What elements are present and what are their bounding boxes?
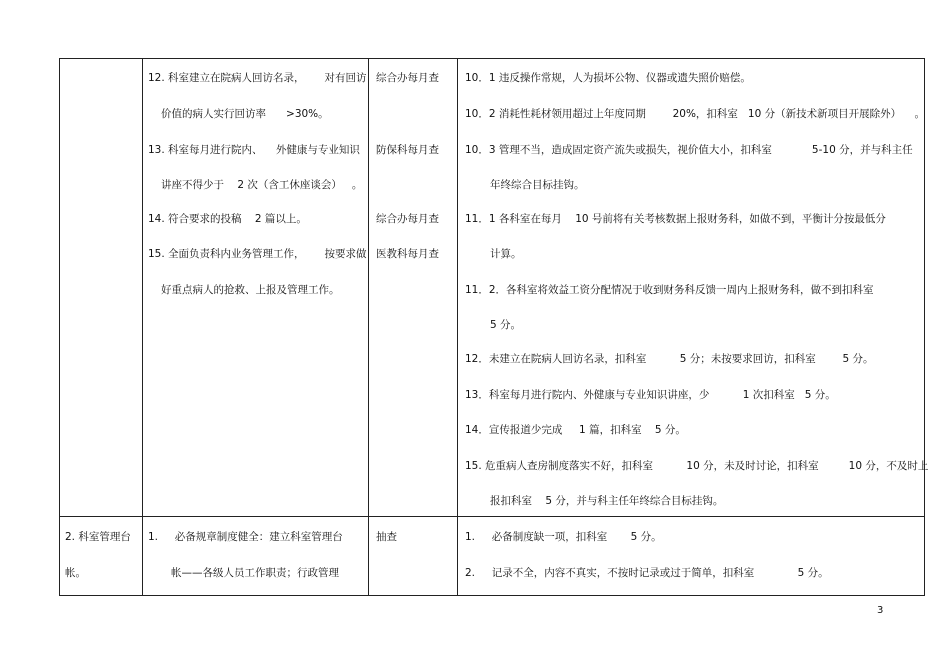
standard-line: 好重点病人的抢救、上报及管理工作。 (161, 284, 340, 296)
scoring-line: 2. 记录不全，内容不真实，不按时记录或过于简单，扣科室 5 分。 (465, 567, 829, 579)
scoring-line: 11．1 各科室在每月 10 号前将有关考核数据上报财务科，如做不到，平衡计分按最低分 (465, 213, 886, 225)
table-border-bottom (59, 595, 925, 596)
scoring-line: 10．2 消耗性耗材领用超过上年度同期 20%，扣科室 10 分（新技术新项目开展除外） 。 (465, 108, 925, 120)
table-border-right (924, 58, 925, 595)
scoring-line: 13．科室每月进行院内、外健康与专业知识讲座，少 1 次扣科室 5 分。 (465, 389, 836, 401)
method-line: 防保科每月查 (376, 144, 439, 156)
scoring-line: 10．3 管理不当，造成固定资产流失或损失，视价值大小，扣科室 5-10 分，并与科主任 (465, 144, 913, 156)
method-line: 医教科每月查 (376, 248, 439, 260)
standard-line: 讲座不得少于 2 次（含工休座谈会） 。 (161, 179, 363, 191)
standard-line: 价值的病人实行回访率 >30%。 (161, 108, 329, 120)
column-divider-3 (457, 58, 458, 595)
standard-line: 帐——各级人员工作职责；行政管理 (171, 567, 339, 579)
standard-line: 1. 必备规章制度健全：建立科室管理台 (148, 531, 343, 543)
row-divider (59, 516, 925, 517)
item-line: 2. 科室管理台 (65, 531, 131, 543)
scoring-line: 10．1 违反操作常规，人为损坏公物、仪器或遗失照价赔偿。 (465, 72, 751, 84)
standard-line: 14. 符合要求的投稿 2 篇以上。 (148, 213, 307, 225)
column-divider-1 (142, 58, 143, 595)
scoring-line: 12．未建立在院病人回访名录，扣科室 5 分；未按要求回访，扣科室 5 分。 (465, 353, 874, 365)
method-line: 综合办每月查 (376, 72, 439, 84)
scoring-line: 15. 危重病人查房制度落实不好，扣科室 10 分，未及时讨论，扣科室 10 分，不及时上 (465, 460, 929, 472)
scoring-line: 计算。 (490, 248, 522, 260)
scoring-line: 11．2．各科室将效益工资分配情况于收到财务科反馈一周内上报财务科，做不到扣科室 (465, 284, 874, 296)
scoring-line: 年终综合目标挂钩。 (490, 179, 585, 191)
column-divider-2 (368, 58, 369, 595)
standard-line: 15. 全面负责科内业务管理工作， 按要求做 (148, 248, 367, 260)
item-line: 帐。 (65, 567, 86, 579)
page-number: 3 (877, 605, 884, 616)
table-border-left (59, 58, 60, 595)
scoring-line: 14．宣传报道少完成 1 篇，扣科室 5 分。 (465, 424, 686, 436)
table-border-top (59, 58, 925, 59)
scoring-line: 报扣科室 5 分，并与科主任年终综合目标挂钩。 (490, 495, 724, 507)
scoring-line: 1. 必备制度缺一项，扣科室 5 分。 (465, 531, 662, 543)
standard-line: 12. 科室建立在院病人回访名录， 对有回访 (148, 72, 367, 84)
scoring-line: 5 分。 (490, 319, 522, 331)
method-line: 综合办每月查 (376, 213, 439, 225)
standard-line: 13. 科室每月进行院内、 外健康与专业知识 (148, 144, 360, 156)
method-line: 抽查 (376, 531, 397, 543)
